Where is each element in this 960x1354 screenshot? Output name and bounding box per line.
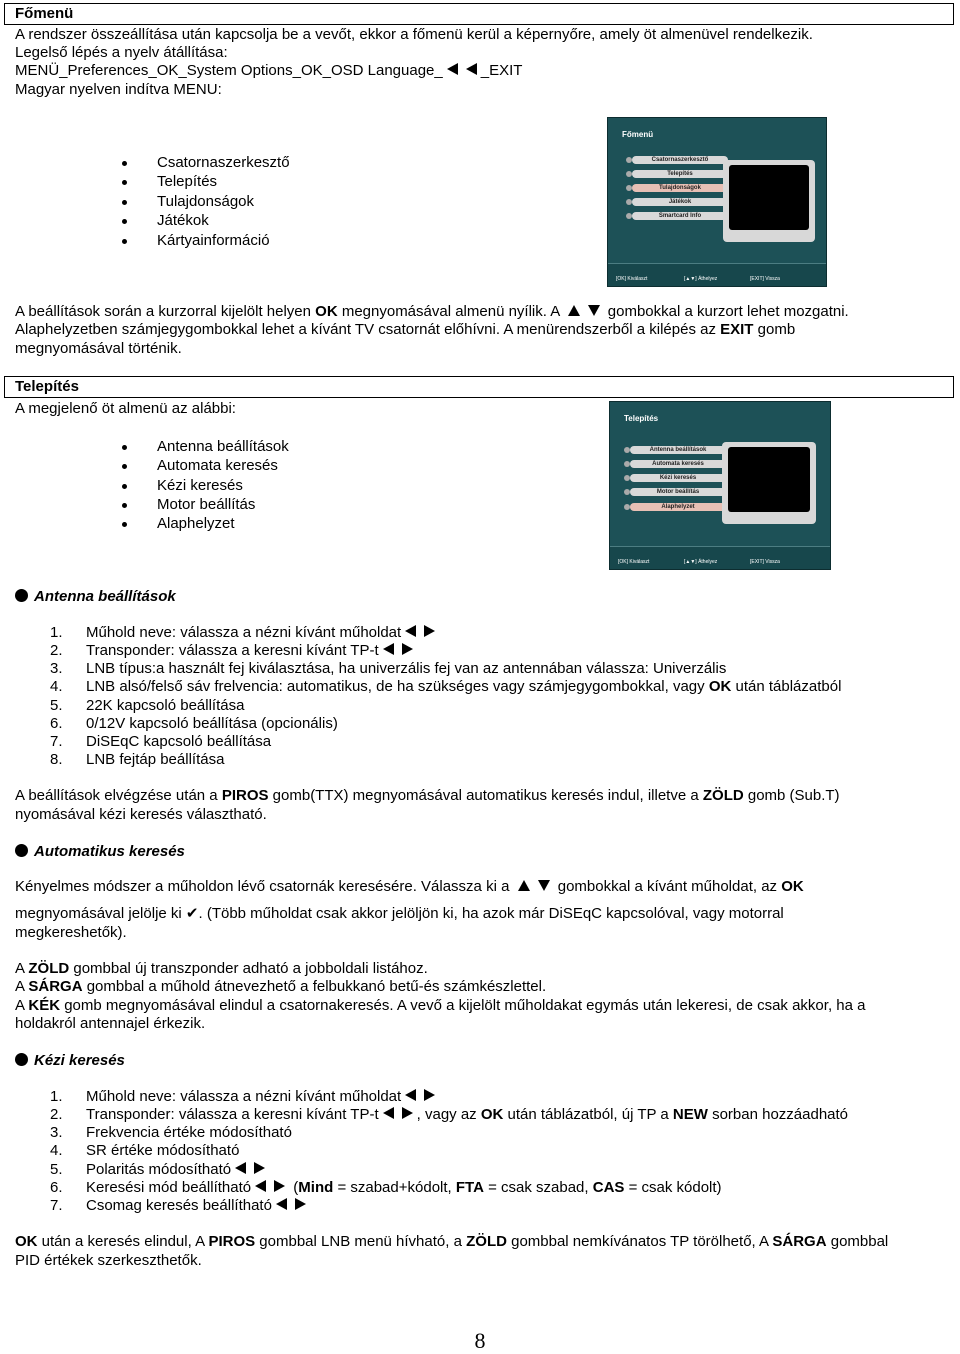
- left-arrow-icon: [383, 1107, 394, 1119]
- section-title: Telepítés: [15, 378, 79, 395]
- right-arrow-icon: [402, 643, 413, 655]
- menu-path-exit: _EXIT: [480, 62, 523, 79]
- section-header-telepites: [4, 376, 954, 398]
- item-number: 5.: [50, 697, 63, 714]
- item-text: = csak szabad,: [483, 1179, 593, 1196]
- item-number: 2.: [50, 1106, 63, 1123]
- list-item: Motor beállítás: [157, 496, 256, 513]
- tv-screen: [729, 165, 809, 230]
- list-item: Alaphelyzet: [157, 515, 235, 532]
- text-bold: OK: [781, 878, 804, 895]
- item-text: SR értéke módosítható: [86, 1142, 240, 1159]
- text: gombbal új transzponder adható a jobboldali listához.: [69, 960, 428, 977]
- screen-menu-item: Játékok: [632, 198, 728, 206]
- screen-menu-item: Motor beállítás: [630, 488, 726, 496]
- text: Alaphelyzetben számjegygombokkal lehet a kívánt TV csatornát előhívni. A menürendszerből a kilépés az: [15, 321, 721, 338]
- item-text: LNB fejtáp beállítása: [86, 751, 225, 768]
- text-bold: ZÖLD: [28, 960, 70, 977]
- item-number: 1.: [50, 624, 63, 641]
- numbered-item: [50, 1124, 292, 1143]
- item-text: Transponder: válassza a keresni kívánt TP-t: [86, 1106, 379, 1123]
- numbered-item: [50, 1179, 722, 1198]
- right-arrow-icon: [274, 1180, 285, 1192]
- subsection-title-text: Antenna beállítások: [34, 588, 176, 605]
- numbered-item: [50, 1161, 269, 1180]
- text-bold: OK: [708, 678, 732, 695]
- left-arrow-icon: [255, 1180, 266, 1192]
- paragraph: Magyar nyelven indítva MENU:: [15, 81, 222, 98]
- numbered-item: [50, 715, 338, 734]
- numbered-item: [50, 660, 726, 679]
- item-text: = csak kódolt): [624, 1179, 722, 1196]
- text: gombbal a műhold átnevezhető a felbukkanó betű-és számkészlettel.: [82, 978, 547, 995]
- text-bold: OK: [480, 1106, 504, 1123]
- left-arrow-icon: [405, 1089, 416, 1101]
- paragraph: PID értékek szerkeszthetők.: [15, 1252, 202, 1269]
- item-text: Műhold neve: válassza a nézni kívánt műholdat: [86, 624, 402, 641]
- list-item: Telepítés: [157, 173, 218, 190]
- text: gombokkal a kurzort lehet mozgatni.: [603, 303, 849, 320]
- screen-menu-item-selected: Tulajdonságok: [632, 184, 728, 192]
- item-number: 5.: [50, 1161, 63, 1178]
- text: gomb (Sub.T): [743, 787, 840, 804]
- subsection-title-text: Kézi keresés: [34, 1052, 125, 1069]
- paragraph: [15, 997, 865, 1016]
- text: A: [15, 960, 29, 977]
- text: Kényelmes módszer a műholdon lévő csatornák keresésére. Válassza ki a: [15, 878, 514, 895]
- list-item: Játékok: [157, 212, 209, 229]
- paragraph: [15, 978, 546, 997]
- item-text: Frekvencia értéke módosítható: [86, 1124, 292, 1141]
- screen-menu-item: Csatornaszerkesztő: [632, 156, 728, 164]
- item-text: (: [289, 1179, 299, 1196]
- paragraph: [15, 321, 795, 340]
- item-text: LNB típus:a használt fej kiválasztása, ha univerzális fej van az antennában válassza: Univerzális: [86, 660, 727, 677]
- screen-menu-item: Antenna beállítások: [630, 446, 726, 454]
- screen-title: Telepítés: [624, 414, 659, 423]
- item-text: Transponder: válassza a keresni kívánt TP-t: [86, 642, 379, 659]
- paragraph: [15, 787, 840, 806]
- paragraph: [15, 303, 849, 322]
- section-header-fomenu: [4, 3, 954, 25]
- left-arrow-icon: [405, 625, 416, 637]
- numbered-item: [50, 624, 439, 643]
- left-arrow-icon: [447, 63, 458, 75]
- screen-title: Főmenü: [622, 130, 654, 139]
- menu-path-text: MENÜ_Preferences_OK_System Options_OK_OSD Language_: [15, 62, 443, 79]
- numbered-item: [50, 1142, 239, 1161]
- item-number: 7.: [50, 733, 63, 750]
- up-arrow-icon: [518, 880, 530, 891]
- subsection-title-kezi: [15, 1052, 125, 1071]
- item-text: Keresési mód beállítható: [86, 1179, 252, 1196]
- bullet-icon: [15, 589, 28, 602]
- text: megnyomásával almenü nyílik. A: [337, 303, 564, 320]
- right-arrow-icon: [254, 1162, 265, 1174]
- left-arrow-icon: [235, 1162, 246, 1174]
- subsection-title-text: Automatikus keresés: [34, 843, 185, 860]
- left-arrow-icon: [466, 63, 477, 75]
- text-bold: ZÖLD: [702, 787, 744, 804]
- paragraph: Legelső lépés a nyelv átállítása:: [15, 44, 228, 61]
- right-arrow-icon: [424, 1089, 435, 1101]
- item-number: 7.: [50, 1197, 63, 1214]
- screen-footer: [608, 263, 826, 286]
- text: A beállítások során a kurzorral kijelölt helyen: [15, 303, 316, 320]
- installation-menu-screenshot: [609, 401, 831, 570]
- screen-menu-item: Kézi keresés: [630, 474, 726, 482]
- item-text: Műhold neve: válassza a nézni kívánt műholdat: [86, 1088, 402, 1105]
- menu-path: [15, 62, 522, 81]
- tv-screen: [728, 447, 810, 512]
- paragraph: [15, 878, 804, 897]
- down-arrow-icon: [588, 305, 600, 316]
- footer-key: [EXIT] Vissza: [750, 559, 780, 565]
- text-bold: CAS: [592, 1179, 625, 1196]
- up-arrow-icon: [568, 305, 580, 316]
- screen-menu-item: Smartcard Info: [632, 212, 728, 220]
- paragraph: holdakról antennajel érkezik.: [15, 1015, 206, 1032]
- tv-preview: [723, 160, 815, 242]
- text: gomb megnyomásával elindul a csatornakeresés. A vevő a kijelölt műholdakat egymás után lekeresi, de csak akkor, ha a: [60, 997, 866, 1014]
- item-number: 2.: [50, 642, 63, 659]
- text-bold: PIROS: [221, 787, 269, 804]
- item-text: LNB alsó/felső sáv frelvencia: automatikus, de ha szükséges vagy számjegygombokkal, vagy: [86, 678, 709, 695]
- numbered-item: [50, 642, 417, 661]
- item-number: 3.: [50, 660, 63, 677]
- item-text: után táblázatból, új TP a: [503, 1106, 673, 1123]
- text-bold: EXIT: [720, 321, 754, 338]
- text: gomb: [753, 321, 796, 338]
- numbered-item: [50, 1197, 310, 1216]
- item-number: 1.: [50, 1088, 63, 1105]
- numbered-item: [50, 678, 841, 697]
- screen-menu-item: Automata keresés: [630, 460, 726, 468]
- text-bold: OK: [315, 303, 338, 320]
- footer-key: [▲▼] Áthelyez: [684, 276, 718, 282]
- numbered-item: [50, 697, 244, 716]
- paragraph: megnyomásával történik.: [15, 340, 182, 357]
- text-bold: OK: [15, 1233, 38, 1250]
- list-item: Kártyainformáció: [157, 232, 270, 249]
- subsection-title-auto: [15, 843, 185, 862]
- item-number: 3.: [50, 1124, 63, 1141]
- subsection-title-antenna: [15, 588, 176, 607]
- list-item: Csatornaszerkesztő: [157, 154, 290, 171]
- footer-key: [EXIT] Vissza: [750, 276, 780, 282]
- text: gombbal: [826, 1233, 889, 1250]
- text-bold: SÁRGA: [772, 1233, 827, 1250]
- item-number: 6.: [50, 1179, 63, 1196]
- text: gombokkal a kívánt műholdat, az: [553, 878, 782, 895]
- item-text: Csomag keresés beállítható: [86, 1197, 272, 1214]
- item-number: 4.: [50, 1142, 63, 1159]
- item-text: , vagy az: [416, 1106, 481, 1123]
- down-arrow-icon: [538, 880, 550, 891]
- text: . (Több műholdat csak akkor jelöljön ki, ha azok már DiSEqC kapcsolóval, vagy motorral: [198, 905, 784, 922]
- right-arrow-icon: [402, 1107, 413, 1119]
- text-bold: KÉK: [28, 997, 61, 1014]
- paragraph: [15, 960, 428, 979]
- text-bold: PIROS: [208, 1233, 256, 1250]
- text: megnyomásával jelölje ki: [15, 905, 186, 922]
- item-text: 22K kapcsoló beállítása: [86, 697, 245, 714]
- screen-menu-item: Telepítés: [632, 170, 728, 178]
- list-item: Antenna beállítások: [157, 438, 289, 455]
- paragraph: nyomásával kézi keresés választható.: [15, 806, 267, 823]
- checkmark-icon: ✔: [185, 904, 199, 922]
- numbered-item: [50, 1106, 848, 1125]
- item-text: 0/12V kapcsoló beállítása (opcionális): [86, 715, 338, 732]
- paragraph: megkereshetők).: [15, 924, 127, 941]
- text: gombbal nemkívánatos TP törölhető, A: [506, 1233, 773, 1250]
- item-text: után táblázatból: [731, 678, 842, 695]
- item-number: 8.: [50, 751, 63, 768]
- screen-menu-item-selected: Alaphelyzet: [630, 503, 726, 511]
- list-item: Tulajdonságok: [157, 193, 255, 210]
- left-arrow-icon: [276, 1198, 287, 1210]
- text: A beállítások elvégzése után a: [15, 787, 222, 804]
- text-bold: SÁRGA: [28, 978, 83, 995]
- text-bold: NEW: [672, 1106, 708, 1123]
- text-bold: Mind: [298, 1179, 334, 1196]
- item-text: = szabad+kódolt,: [333, 1179, 456, 1196]
- item-text: DiSEqC kapcsoló beállítása: [86, 733, 272, 750]
- text: gomb(TTX) megnyomásával automatikus keresés indul, illetve a: [268, 787, 703, 804]
- footer-key: [OK] Kiválaszt: [616, 276, 648, 282]
- item-number: 6.: [50, 715, 63, 732]
- list-item: Kézi keresés: [157, 477, 243, 494]
- bullet-icon: [15, 1053, 28, 1066]
- item-text: Polaritás módosítható: [86, 1161, 232, 1178]
- tv-preview: [722, 442, 816, 524]
- item-text: sorban hozzáadható: [707, 1106, 849, 1123]
- text: A: [15, 997, 29, 1014]
- item-number: 4.: [50, 678, 63, 695]
- paragraph: A rendszer összeállítása után kapcsolja be a vevőt, ekkor a főmenü kerül a képernyőre, amely öt almenüvel rendelkezik.: [15, 26, 813, 43]
- section-title: Főmenü: [15, 5, 74, 22]
- numbered-item: [50, 1088, 439, 1107]
- list-item: Automata keresés: [157, 457, 278, 474]
- right-arrow-icon: [295, 1198, 306, 1210]
- footer-key: [OK] Kiválaszt: [618, 559, 650, 565]
- page-number: 8: [474, 1328, 486, 1353]
- numbered-item: [50, 733, 271, 752]
- text: A: [15, 978, 29, 995]
- footer-key: [▲▼] Áthelyez: [684, 559, 718, 565]
- main-menu-screenshot: [607, 117, 827, 287]
- left-arrow-icon: [383, 643, 394, 655]
- paragraph: A megjelenő öt almenü az alábbi:: [15, 400, 236, 417]
- right-arrow-icon: [424, 625, 435, 637]
- text: gombbal LNB menü hívható, a: [255, 1233, 467, 1250]
- screen-footer: [610, 546, 830, 569]
- text-bold: ZÖLD: [466, 1233, 507, 1250]
- paragraph: [15, 904, 784, 924]
- bullet-icon: [15, 844, 28, 857]
- text-bold: FTA: [455, 1179, 484, 1196]
- paragraph: [15, 1233, 888, 1252]
- numbered-item: [50, 751, 224, 770]
- text: után a keresés elindul, A: [37, 1233, 209, 1250]
